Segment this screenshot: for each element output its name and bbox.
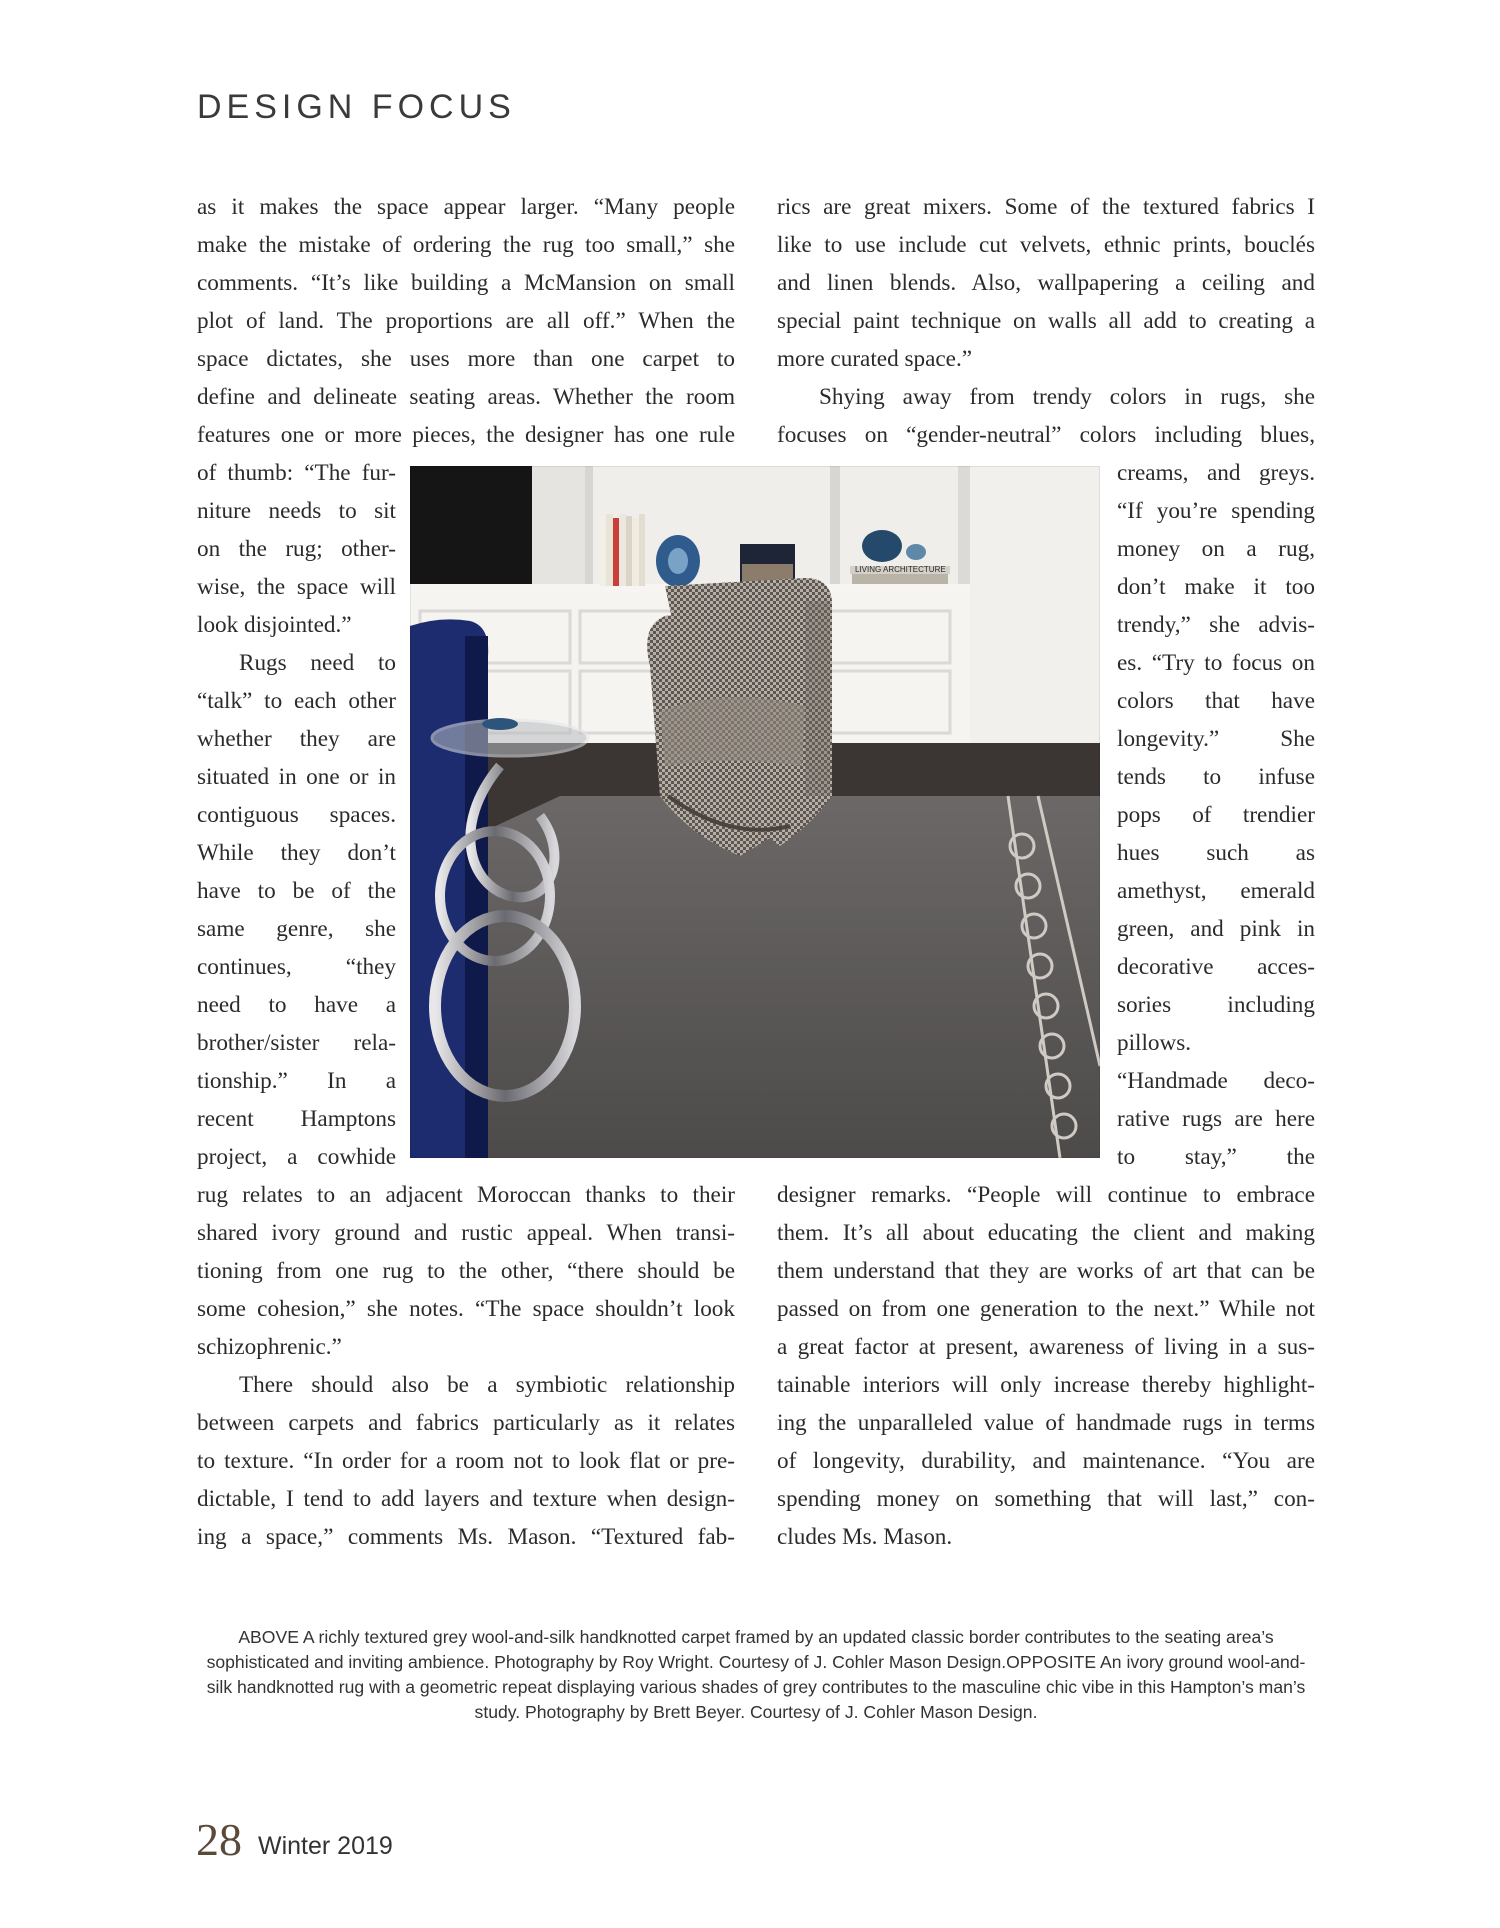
col1-narrow-line: brother/sister rela- <box>197 1030 396 1056</box>
col1-narrow-line: whether they are <box>197 726 396 752</box>
col1-narrow-line: same genre, she <box>197 916 396 942</box>
col2-line: Shying away from trendy colors in rugs, she <box>819 384 1315 410</box>
col2-line: rics are great mixers. Some of the textured fabrics I <box>777 194 1315 220</box>
tv-screen <box>410 466 532 594</box>
blue-velvet-chair <box>410 619 488 1158</box>
col2-narrow-line: “If you’re spending <box>1117 498 1315 524</box>
col1-narrow-line: continues, “they <box>197 954 396 980</box>
section-label: DESIGN FOCUS <box>197 88 516 126</box>
col2-narrow-line: to stay,” the <box>1117 1144 1315 1170</box>
col1-narrow-line: project, a cowhide <box>197 1144 396 1170</box>
col1-narrow-line: niture needs to sit <box>197 498 396 524</box>
col2-narrow-line: hues such as <box>1117 840 1315 866</box>
col2-line: like to use include cut velvets, ethnic prints, bouclés <box>777 232 1315 258</box>
col2-narrow-line: rative rugs are here <box>1117 1106 1315 1132</box>
col1-line: plot of land. The proportions are all off.” When the <box>197 308 735 334</box>
col1-narrow-line: recent Hamptons <box>197 1106 396 1132</box>
col1-narrow-line: of thumb: “The fur- <box>197 460 396 486</box>
room-photo <box>410 466 1100 1158</box>
col2-narrow-line: pillows. <box>1117 1030 1192 1056</box>
col2-narrow-line: tends to infuse <box>1117 764 1315 790</box>
col1-narrow-line: Rugs need to <box>239 650 396 676</box>
col1-narrow-line: on the rug; other- <box>197 536 396 562</box>
col1-line: dictable, I tend to add layers and texture when design- <box>197 1486 735 1512</box>
issue-label: Winter 2019 <box>258 1832 393 1860</box>
col1-line: shared ivory ground and rustic appeal. When transi- <box>197 1220 735 1246</box>
col2-narrow-line: longevity.” She <box>1117 726 1315 752</box>
col2-line: them. It’s all about educating the client and making <box>777 1220 1315 1246</box>
col2-narrow-line: decorative acces- <box>1117 954 1315 980</box>
col1-narrow-line: tionship.” In a <box>197 1068 396 1094</box>
col1-line: some cohesion,” she notes. “The space shouldn’t look <box>197 1296 735 1322</box>
col1-line: There should also be a symbiotic relationship <box>239 1372 735 1398</box>
col2-line: them understand that they are works of art that can be <box>777 1258 1315 1284</box>
col2-line: focuses on “gender-neutral” colors including blues, <box>777 422 1315 448</box>
col2-line: cludes Ms. Mason. <box>777 1524 953 1550</box>
photo-caption: ABOVE A richly textured grey wool-and-silk handknotted carpet framed by an updated classic border contributes to the seating area’s sophisticated and inviting ambience. Photography by Roy Wright. Courtesy of J. Cohler Mason Design.OPPOSITE An ivory ground wool-and-silk handknotted rug with a geometric repeat displaying various shades of grey contributes to the masculine chic vibe in this Hampton’s man’s study. Photography by Brett Beyer. Courtesy of J. Cohler Mason Design. <box>206 1627 1306 1722</box>
col1-line: define and delineate seating areas. Whether the room <box>197 384 735 410</box>
col2-line: of longevity, durability, and maintenance. “You are <box>777 1448 1315 1474</box>
rug <box>410 796 1100 1158</box>
col2-narrow-line: green, and pink in <box>1117 916 1315 942</box>
col1-line: make the mistake of ordering the rug too small,” she <box>197 232 735 258</box>
col1-line: features one or more pieces, the designer has one rule <box>197 422 735 448</box>
col2-narrow-line: es. “Try to focus on <box>1117 650 1315 676</box>
col2-line: a great factor at present, awareness of living in a sus- <box>777 1334 1315 1360</box>
col1-line: between carpets and fabrics particularly as it relates <box>197 1410 735 1436</box>
col1-narrow-line: While they don’t <box>197 840 396 866</box>
book-spine-text: LIVING ARCHITECTURE <box>855 565 946 574</box>
col1-narrow-line: wise, the space will <box>197 574 396 600</box>
col1-narrow-line: “talk” to each other <box>197 688 396 714</box>
col2-line: special paint technique on walls all add to creating a <box>777 308 1315 334</box>
page-number: 28 <box>196 1814 242 1865</box>
col1-line: schizophrenic.” <box>197 1334 342 1360</box>
col2-line: more curated space.” <box>777 346 973 372</box>
col2-narrow-line: creams, and greys. <box>1117 460 1315 486</box>
col1-narrow-line: need to have a <box>197 992 396 1018</box>
col2-narrow-line: money on a rug, <box>1117 536 1315 562</box>
col2-line: designer remarks. “People will continue to embrace <box>777 1182 1315 1208</box>
col1-narrow-line: situated in one or in <box>197 764 396 790</box>
col1-line: comments. “It’s like building a McMansion on small <box>197 270 735 296</box>
col2-line: tainable interiors will only increase thereby highlight- <box>777 1372 1315 1398</box>
col2-narrow-line: “Handmade deco- <box>1117 1068 1315 1094</box>
col1-line: rug relates to an adjacent Moroccan thanks to their <box>197 1182 735 1208</box>
col2-line: and linen blends. Also, wallpapering a ceiling and <box>777 270 1315 296</box>
col1-narrow-line: contiguous spaces. <box>197 802 396 828</box>
col1-narrow-line: look disjointed.” <box>197 612 352 638</box>
col1-line: as it makes the space appear larger. “Many people <box>197 194 735 220</box>
col1-line: to texture. “In order for a room not to look flat or pre- <box>197 1448 735 1474</box>
col2-line: passed on from one generation to the next.” While not <box>777 1296 1315 1322</box>
col1-line: tioning from one rug to the other, “there should be <box>197 1258 735 1284</box>
col2-narrow-line: don’t make it too <box>1117 574 1315 600</box>
col2-line: ing the unparalleled value of handmade rugs in terms <box>777 1410 1315 1436</box>
col2-narrow-line: sories including <box>1117 992 1315 1018</box>
col2-narrow-line: pops of trendier <box>1117 802 1315 828</box>
col1-line: ing a space,” comments Ms. Mason. “Textured fab- <box>197 1524 735 1550</box>
col2-narrow-line: trendy,” she advis- <box>1117 612 1315 638</box>
col1-line: space dictates, she uses more than one carpet to <box>197 346 735 372</box>
col2-line: spending money on something that will last,” con- <box>777 1486 1315 1512</box>
col2-narrow-line: amethyst, emerald <box>1117 878 1315 904</box>
col2-narrow-line: colors that have <box>1117 688 1315 714</box>
col1-narrow-line: have to be of the <box>197 878 396 904</box>
